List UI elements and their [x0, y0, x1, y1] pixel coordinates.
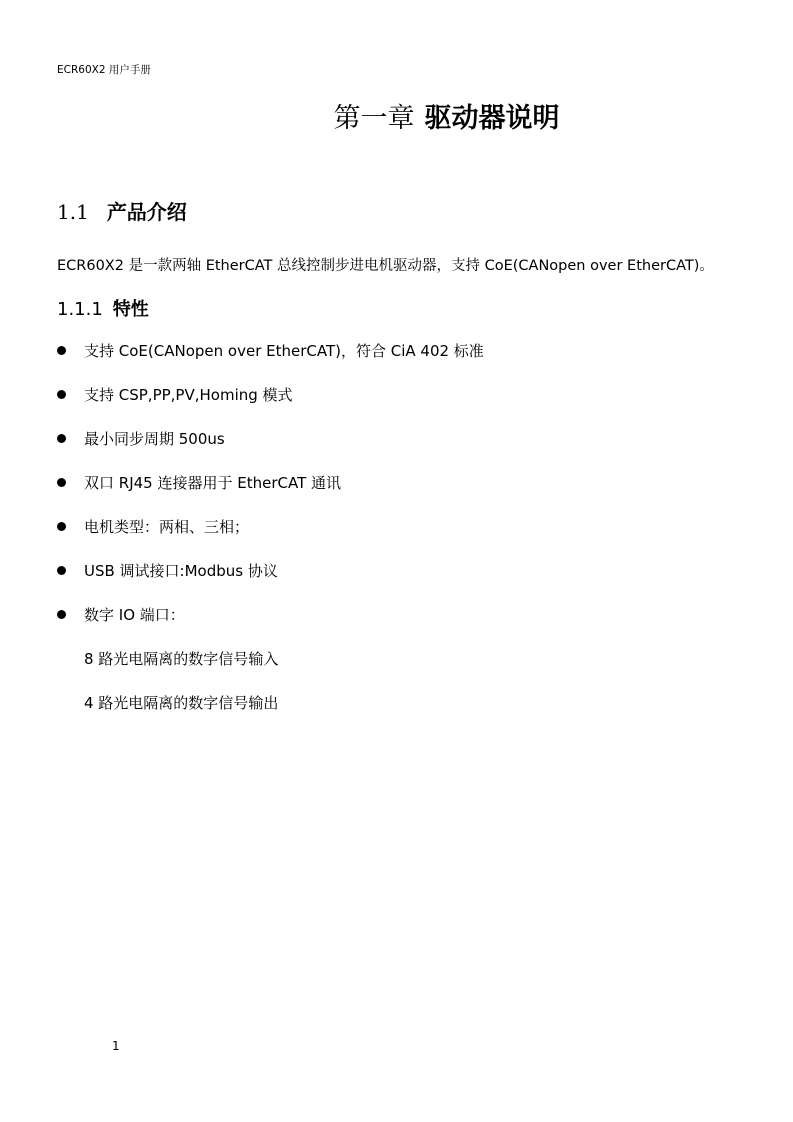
- feature-text: USB 调试接口:Modbus 协议: [84, 562, 278, 580]
- feature-text: 数字 IO 端口：: [84, 606, 185, 624]
- feature-text: 电机类型：两相、三相；: [84, 518, 250, 536]
- running-header: ECR60X2 用户手册: [57, 64, 151, 76]
- subsection-number: 1.1.1: [57, 299, 103, 320]
- bullet-icon: [57, 390, 66, 399]
- feature-text: 最小同步周期 500us: [84, 430, 225, 448]
- subsection-heading: [57, 295, 149, 321]
- page-number: 1: [112, 1039, 120, 1053]
- io-output-line: 4 路光电隔离的数字信号输出: [84, 694, 279, 712]
- section-title: 产品介绍: [106, 200, 187, 224]
- bullet-icon: [57, 610, 66, 619]
- feature-text: 双口 RJ45 连接器用于 EtherCAT 通讯: [84, 474, 342, 492]
- section-heading: [57, 196, 187, 225]
- io-input-line: 8 路光电隔离的数字信号输入: [84, 650, 279, 668]
- subsection-title: 特性: [112, 299, 149, 320]
- chapter-label: 第一章: [333, 103, 415, 134]
- bullet-icon: [57, 478, 66, 487]
- bullet-icon: [57, 566, 66, 575]
- bullet-icon: [57, 346, 66, 355]
- chapter-title: [0, 96, 793, 135]
- intro-paragraph: ECR60X2 是一款两轴 EtherCAT 总线控制步进电机驱动器，支持 CoE(CANopen over EtherCAT)。: [57, 258, 714, 274]
- bullet-icon: [57, 434, 66, 443]
- section-number: 1.1: [57, 200, 89, 224]
- bullet-icon: [57, 522, 66, 531]
- feature-text: 支持 CoE(CANopen over EtherCAT)，符合 CiA 402 标准: [84, 342, 484, 360]
- feature-text: 支持 CSP,PP,PV,Homing 模式: [84, 386, 293, 404]
- chapter-title-text: 驱动器说明: [424, 103, 560, 134]
